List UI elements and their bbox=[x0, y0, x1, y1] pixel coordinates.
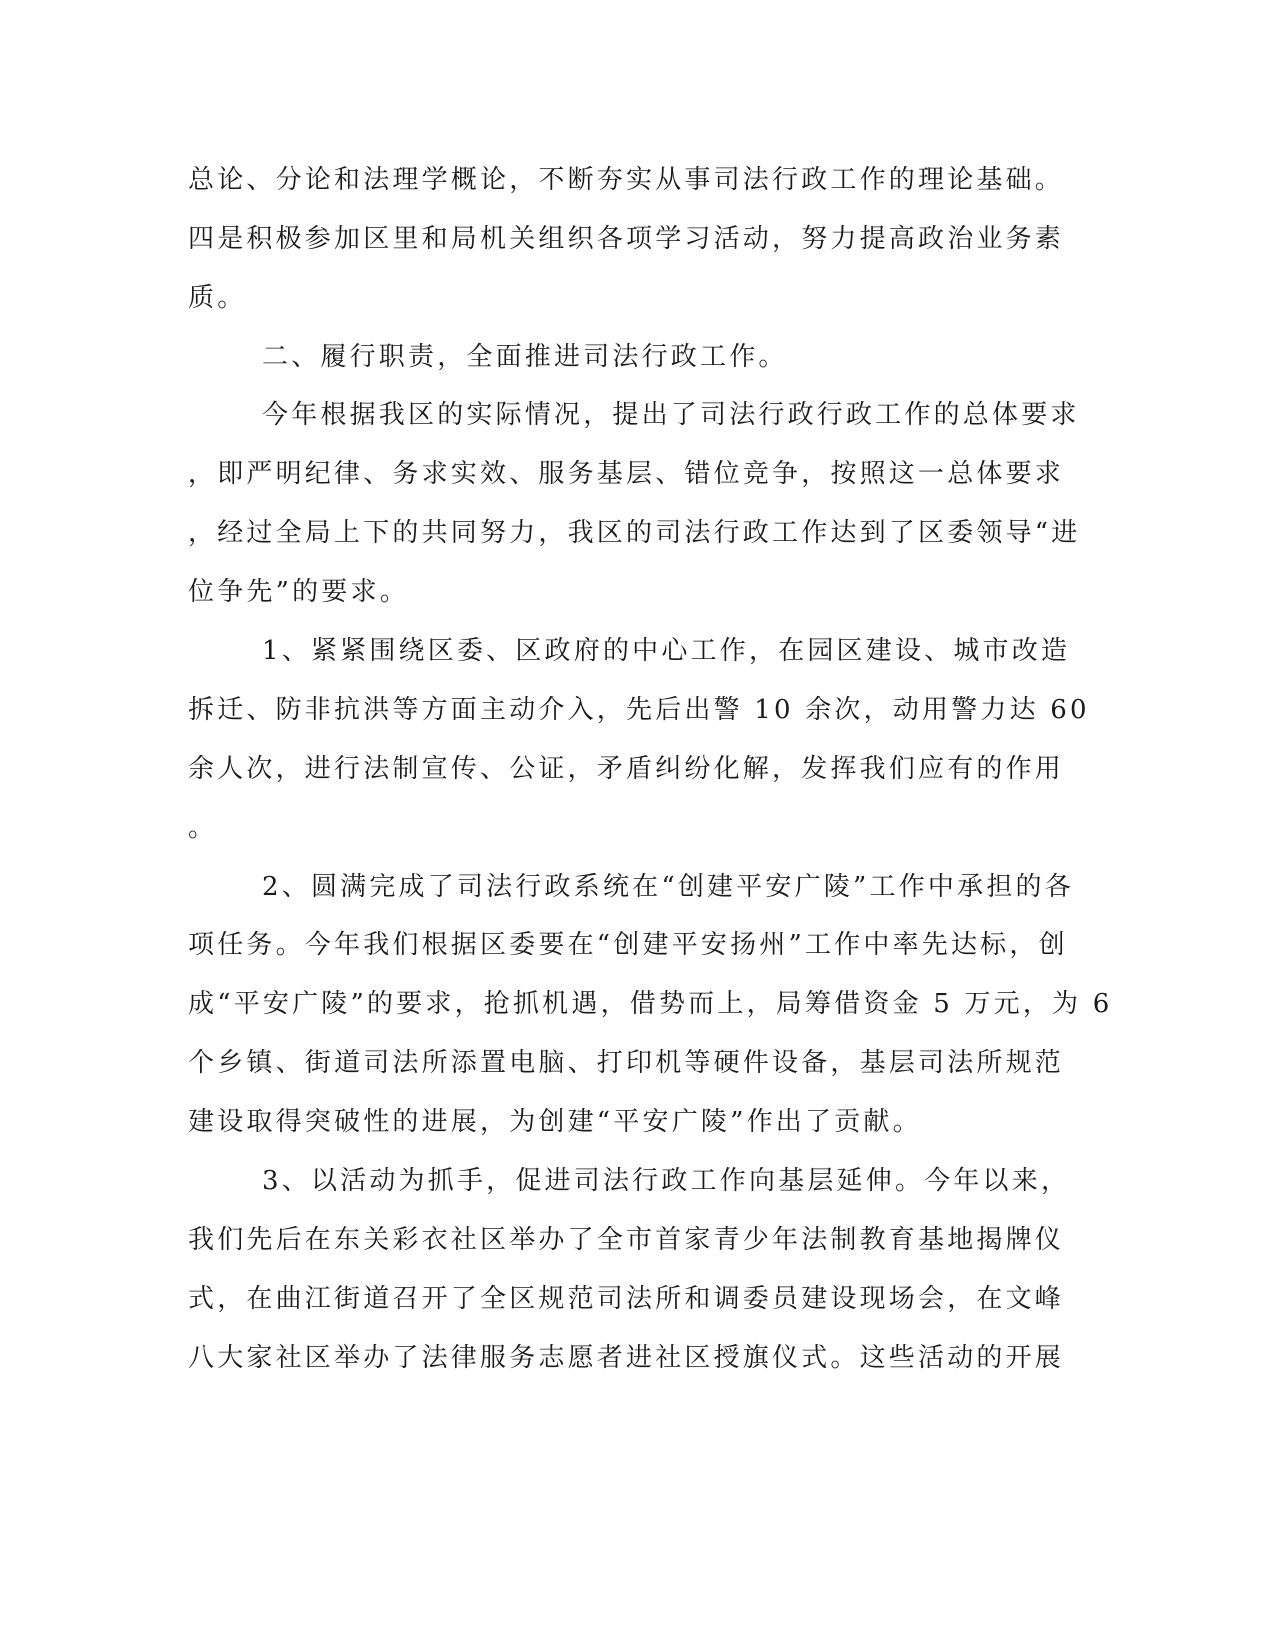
text-line: 3、以活动为抓手，促进司法行政工作向基层延伸。今年以来， bbox=[262, 1166, 1071, 1196]
text-line: 质。 bbox=[188, 283, 247, 313]
text-line: 。 bbox=[188, 813, 218, 843]
text-line: 建设取得突破性的进展，为创建“平安广陵”作出了贡献。 bbox=[188, 1107, 922, 1137]
text-line: ，即严明纪律、务求实效、服务基层、错位竞争，按照这一总体要求 bbox=[188, 459, 1065, 489]
text-line: 余人次，进行法制宣传、公证，矛盾纠纷化解，发挥我们应有的作用 bbox=[188, 754, 1065, 784]
text-line: 成“平安广陵”的要求，抢抓机遇，借势而上，局筹借资金 5 万元，为 6 bbox=[188, 989, 1113, 1019]
text-line: 拆迁、防非抗洪等方面主动介入，先后出警 10 余次，动用警力达 60 bbox=[188, 695, 1090, 725]
text-line: 位争先”的要求。 bbox=[188, 577, 409, 607]
text-line: 1、紧紧围绕区委、区政府的中心工作，在园区建设、城市改造 bbox=[262, 636, 1071, 666]
text-line: 四是积极参加区里和局机关组织各项学习活动，努力提高政治业务素 bbox=[188, 224, 1065, 254]
text-line: 我们先后在东关彩衣社区举办了全市首家青少年法制教育基地揭牌仪 bbox=[188, 1225, 1065, 1255]
text-line: 2、圆满完成了司法行政系统在“创建平安广陵”工作中承担的各 bbox=[262, 872, 1074, 902]
text-line: ，经过全局上下的共同努力，我区的司法行政工作达到了区委领导“进 bbox=[188, 518, 1081, 548]
text-line: 个乡镇、街道司法所添置电脑、打印机等硬件设备，基层司法所规范 bbox=[188, 1048, 1065, 1078]
text-line: 总论、分论和法理学概论，不断夯实从事司法行政工作的理论基础。 bbox=[188, 165, 1065, 195]
text-line: 项任务。今年我们根据区委要在“创建平安扬州”工作中率先达标，创 bbox=[188, 930, 1068, 960]
text-line: 八大家社区举办了法律服务志愿者进社区授旗仪式。这些活动的开展 bbox=[188, 1343, 1065, 1373]
text-line: 今年根据我区的实际情况，提出了司法行政行政工作的总体要求 bbox=[262, 400, 1080, 430]
section-heading: 二、履行职责，全面推进司法行政工作。 bbox=[262, 342, 788, 372]
text-line: 式，在曲江街道召开了全区规范司法所和调委员建设现场会，在文峰 bbox=[188, 1284, 1065, 1314]
